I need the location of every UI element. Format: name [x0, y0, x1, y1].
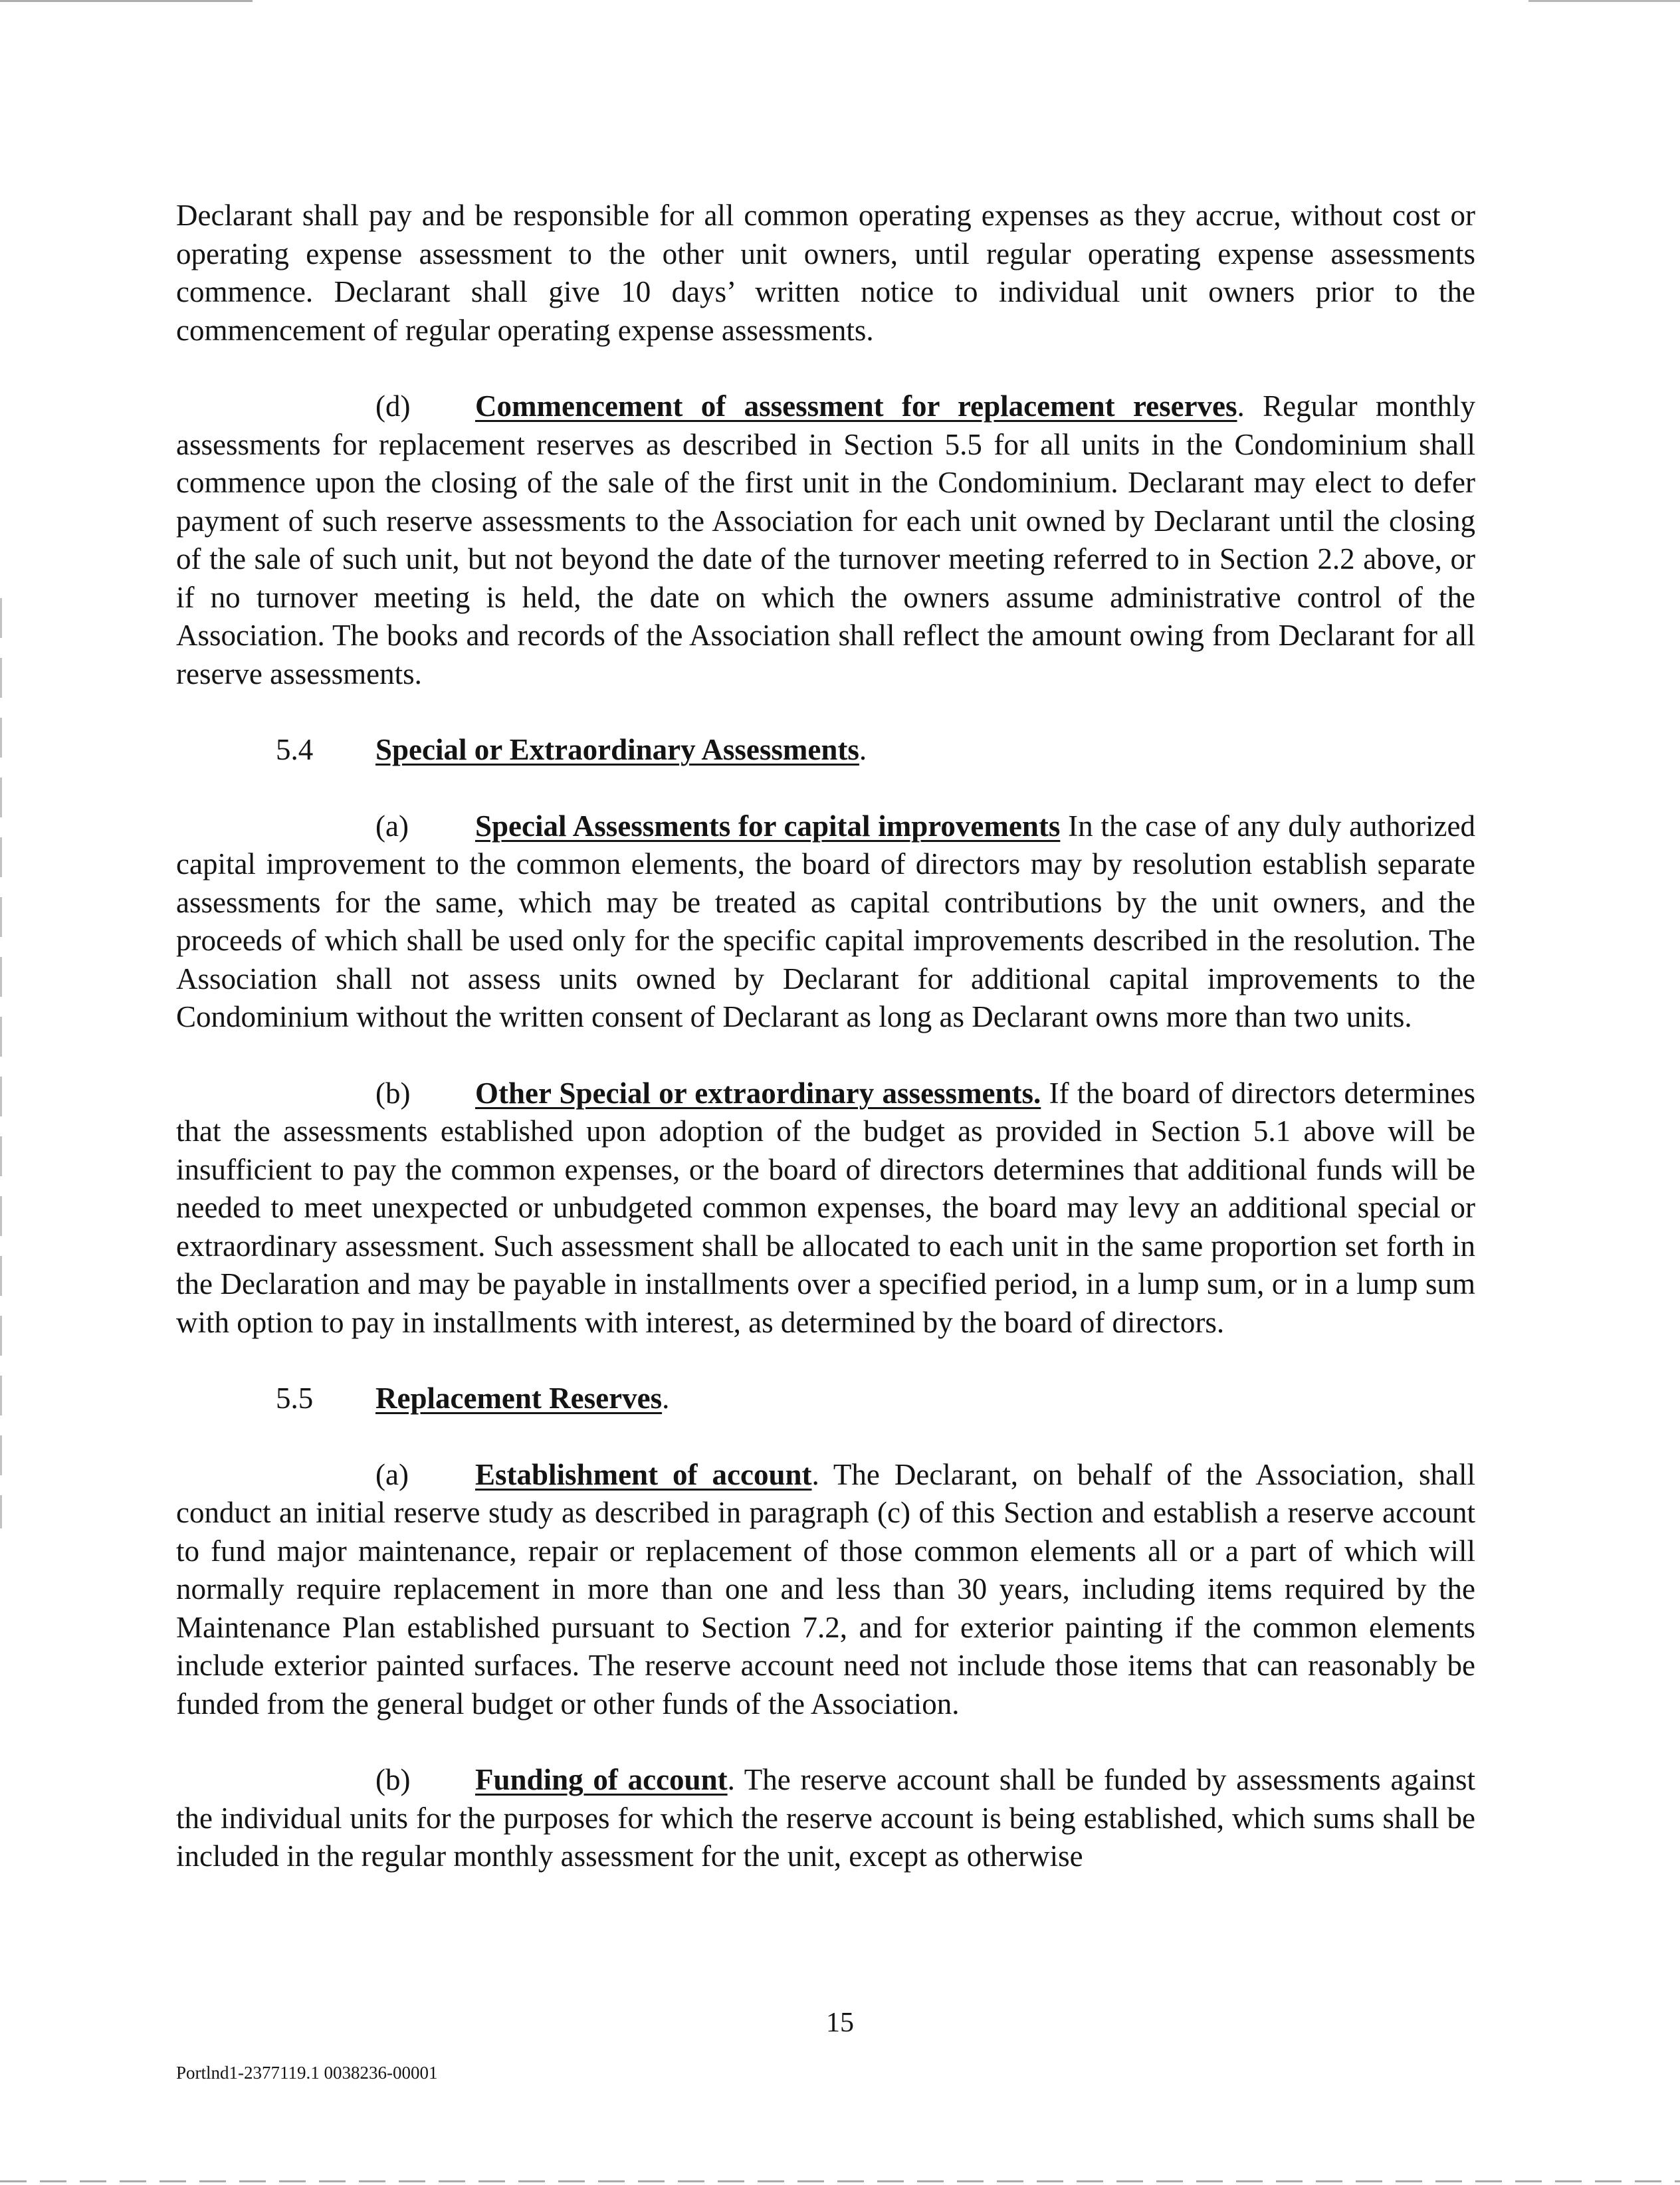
- paragraph-heading: Funding of account: [475, 1763, 728, 1796]
- paragraph-heading: Other Special or extraordinary assessments.: [475, 1076, 1041, 1110]
- page-number: 15: [826, 2008, 854, 2038]
- paragraph-text: In the case of any duly authorized capital improvement to the common elements, the board of directors may by resolution establish separate assessments for the same, which may be treated as capital contributions by the unit owners, and the proceeds of which shall be used only for the specific capital improvements described in the resolution. The Association shall not assess units owned by Declarant for additional capital improvements to the Condominium without the written consent of Declarant as long as Declarant owns more than two units.: [176, 809, 1475, 1033]
- document-page: [176, 197, 1475, 1914]
- paragraph-label: (a): [375, 809, 409, 843]
- scan-edge-bottom: [0, 2180, 1680, 2182]
- paragraph-5-4-b: [176, 1075, 1475, 1342]
- paragraph-label: (b): [375, 1076, 411, 1110]
- section-heading-5-5: [176, 1380, 1475, 1418]
- section-title-suffix: .: [662, 1382, 670, 1415]
- section-number: 5.4: [276, 733, 314, 766]
- section-title-suffix: .: [859, 733, 867, 766]
- scan-edge-left: [0, 598, 2, 1528]
- scan-edge-top: [0, 0, 1680, 2]
- paragraph-5-3-d: [176, 387, 1475, 693]
- paragraph-heading: Establishment of account: [475, 1457, 812, 1491]
- paragraph-5-5-a: [176, 1456, 1475, 1724]
- paragraph-5-5-b: [176, 1761, 1475, 1876]
- paragraph-label: (a): [375, 1457, 409, 1491]
- paragraph-label: (d): [375, 389, 411, 423]
- paragraph-intro: Declarant shall pay and be responsible for all common operating expenses as they accrue, without cost or operating expense assessment to the other unit owners, until regular operating expense assessments commence. Declarant shall give 10 days’ written notice to individual unit owners prior to the commencement of regular operating expense assessments.: [176, 199, 1475, 347]
- paragraph-5-4-a: [176, 807, 1475, 1037]
- section-heading-5-4: [176, 731, 1475, 770]
- paragraph-heading: Commencement of assessment for replacement reserves: [475, 389, 1237, 423]
- paragraph-text: . The Declarant, on behalf of the Association, shall conduct an initial reserve study as described in paragraph (c) of this Section and establish a reserve account to fund major maintenance, repair or replacement of those common elements all or a part of which will normally require replacement in more than one and less than 30 years, including items required by the Maintenance Plan established pursuant to Section 7.2, and for exterior painting if the common elements include exterior painted surfaces. The reserve account need not include those items that can reasonably be funded from the general budget or other funds of the Association.: [176, 1457, 1476, 1720]
- paragraph-label: (b): [375, 1763, 411, 1796]
- section-title: Replacement Reserves: [375, 1382, 663, 1415]
- document-id: Portlnd1-2377119.1 0038236-00001: [176, 2063, 438, 2083]
- paragraph-heading: Special Assessments for capital improvements: [475, 809, 1061, 843]
- paragraph-text: If the board of directors determines that the assessments established upon adoption of the budget as provided in Section 5.1 above will be insufficient to pay the common expenses, or the board of directors determines that additional funds will be needed to meet unexpected or unbudgeted common expenses, the board may levy an additional special or extraordinary assessment. Such assessment shall be allocated to each unit in the same proportion set forth in the Declaration and may be payable in installments over a specified period, in a lump sum, or in a lump sum with option to pay in installments with interest, as determined by the board of directors.: [176, 1076, 1475, 1339]
- paragraph-text: . Regular monthly assessments for replacement reserves as described in Section 5.5 for all units in the Condominium shall commence upon the closing of the sale of the first unit in the Condominium. Declarant may elect to defer payment of such reserve assessments to the Association for each unit owned by Declarant until the closing of the sale of such unit, but not beyond the date of the turnover meeting referred to in Section 2.2 above, or if no turnover meeting is held, the date on which the owners assume administrative control of the Association. The books and records of the Association shall reflect the amount owing from Declarant for all reserve assessments.: [176, 389, 1475, 690]
- section-title: Special or Extraordinary Assessments: [375, 733, 859, 766]
- paragraph-text: . The reserve account shall be funded by assessments against the individual units for the purposes for which the reserve account is being established, which sums shall be included in the regular monthly assessment for the unit, except as otherwise: [176, 1763, 1476, 1873]
- section-number: 5.5: [276, 1382, 314, 1415]
